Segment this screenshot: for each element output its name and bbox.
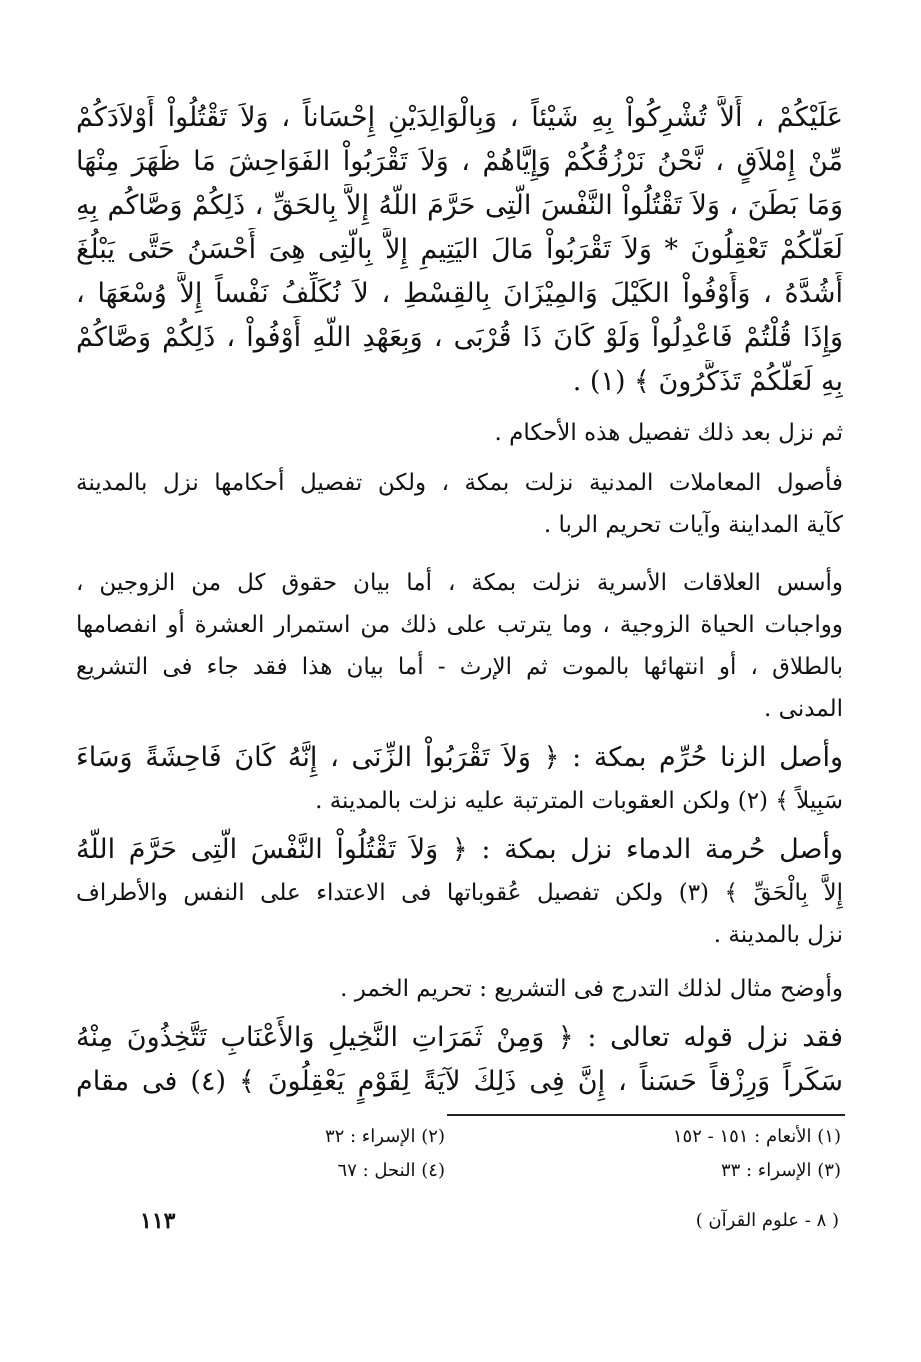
paragraph-line: ثم نزل بعد ذلك تفصيل هذه الأحكام . [494, 420, 843, 446]
paragraph [76, 1016, 843, 1104]
paragraph-line: فقد نزل قوله تعالى : ﴿ وَمِنْ ثَمَرَاتِ النَّخِيلِ وَالأَعْنَابِ تَتَّخِذُونَ مِنْهُ [76, 1022, 843, 1053]
verse-line: وَمَا بَطَنَ ، وَلاَ تَقْتُلُواْ النَّفْسَ الَّتِى حَرَّمَ اللَّهُ إِلاَّ بِالحَقِّ ، ذَلِكُمْ وَصَّاكُم بِهِ [76, 190, 843, 221]
paragraph-line: وأصل الزنا حُرِّم بمكة : ﴿ وَلاَ تَقْرَبُواْ الزِّنَى ، إِنَّهُ كَانَ فَاحِشَةً وَسَاءَ [76, 742, 843, 773]
paragraph-line: سَكَراً وَرِزْقاً حَسَناً ، إِنَّ فِى ذَلِكَ لآيَةً لِقَوْمٍ يَعْقِلُونَ ﴾ (٤) فى مقام [76, 1066, 843, 1097]
paragraph-line: إِلاَّ بِالْحَقِّ ﴾ (٣) ولكن تفصيل عُقوباتها فى الاعتداء على النفس والأطراف [76, 880, 843, 906]
paragraph [76, 736, 843, 822]
paragraph [76, 412, 843, 454]
paragraph-line: المدنى . [764, 696, 843, 722]
paragraph [76, 562, 843, 730]
paragraph-line: فأصول المعاملات المدنية نزلت بمكة ، ولكن تفصيل أحكامها نزل بالمدينة [76, 470, 843, 496]
signature-mark: ( ٨ - علوم القرآن ) [695, 1210, 839, 1231]
verse-block [76, 96, 843, 404]
verse-line: بِهِ لَعَلَّكُمْ تَذَكَّرُونَ ﴾ (١) . [572, 366, 843, 397]
verse-line: أَشُدَّهُ ، وَأَوْفُواْ الكَيْلَ وَالمِيْزَانَ بِالقِسْطِ ، لاَ نُكَلِّفُ نَفْساً إِلاَّ وُسْعَهَا ، [76, 278, 843, 309]
footnote-2: (٢) الإسراء : ٣٢ [324, 1126, 445, 1147]
paragraph [76, 968, 843, 1010]
footnote-3: (٣) الإسراء : ٣٣ [720, 1160, 841, 1181]
verse-line: لَعَلَّكُمْ تَعْقِلُونَ * وَلاَ تَقْرَبُواْ مَالَ اليَتِيمِ إِلاَّ بِالَّتِى هِىَ أَحْسَنُ حَتَّى يَبْلُغَ [76, 234, 843, 265]
footnote-divider [447, 1114, 845, 1116]
paragraph-line: كآية المداينة وآيات تحريم الربا . [543, 512, 843, 538]
page-number: ١١٣ [140, 1208, 176, 1234]
footnote-4: (٤) النحل : ٦٧ [337, 1160, 445, 1181]
paragraph-line: وأوضح مثال لذلك التدرج فى التشريع : تحريم الخمر . [340, 976, 843, 1002]
paragraph [76, 828, 843, 956]
paragraph-line: وواجبات الحياة الزوجية ، وما يترتب على ذلك من استمرار العشرة أو انفصامها [76, 612, 843, 638]
paragraph-line: سَبِيلاً ﴾ (٢) ولكن العقوبات المترتبة عليه نزلت بالمدينة . [315, 788, 843, 814]
verse-line: عَلَيْكُمْ ، أَلاَّ تُشْرِكُواْ بِهِ شَيْئاً ، وَبِالْوَالِدَيْنِ إِحْسَاناً ، وَلاَ تَقْتُلُواْ أَوْلاَدَكُمْ [76, 102, 843, 133]
verse-line: وَإِذَا قُلْتُمْ فَاعْدِلُواْ وَلَوْ كَانَ ذَا قُرْبَى ، وَبِعَهْدِ اللَّهِ أَوْفُواْ ، ذَلِكُمْ وَصَّاكُمْ [76, 322, 843, 353]
paragraph-line: بالطلاق ، أو انتهائها بالموت ثم الإرث - أما بيان هذا فقد جاء فى التشريع [76, 654, 843, 680]
paragraph-line: وأصل حُرمة الدماء نزل بمكة : ﴿ وَلاَ تَقْتُلُواْ النَّفْسَ الَّتِى حَرَّمَ اللَّهُ [76, 834, 843, 865]
paragraph-line: نزل بالمدينة . [713, 922, 843, 948]
footnote-1: (١) الأنعام : ١٥١ - ١٥٢ [672, 1126, 841, 1147]
verse-line: مِّنْ إِمْلاَقٍ ، نَّحْنُ نَرْزُقُكُمْ وَإِيَّاهُمْ ، وَلاَ تَقْرَبُواْ الفَوَاحِشَ مَا ظَهَرَ مِنْهَا [76, 146, 843, 177]
paragraph [76, 462, 843, 546]
paragraph-line: وأسس العلاقات الأسرية نزلت بمكة ، أما بيان حقوق كل من الزوجين ، [76, 570, 843, 596]
